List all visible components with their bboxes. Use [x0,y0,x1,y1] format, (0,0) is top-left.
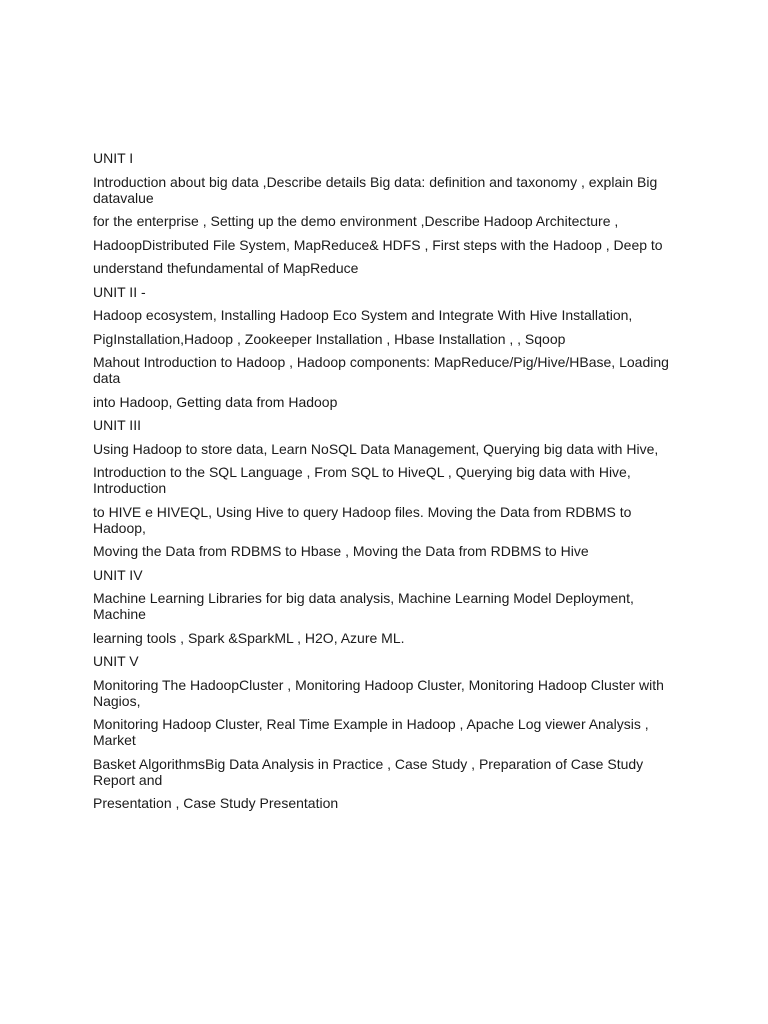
text-line: PigInstallation,Hadoop , Zookeeper Installation , Hbase Installation , , Sqoop [93,330,566,347]
text-line: into Hadoop, Getting data from Hadoop [93,393,338,410]
unit-1-heading: UNIT I [93,150,134,166]
text-line: Monitoring The HadoopCluster , Monitoring Hadoop Cluster, Monitoring Hadoop Cluster with Nagios, [93,676,664,709]
text-line: understand thefundamental of MapReduce [93,260,359,276]
text-line: HadoopDistributed File System, MapReduce& HDFS , First steps with the Hadoop , Deep to [93,236,663,253]
text-line: to HIVE e HIVEQL, Using Hive to query Hadoop files. Moving the Data from RDBMS to Hadoop, [93,503,632,536]
text-line: Moving the Data from RDBMS to Hbase , Moving the Data from RDBMS to Hive [93,543,589,559]
text-line: Monitoring Hadoop Cluster, Real Time Example in Hadoop , Apache Log viewer Analysis , Market [93,716,649,748]
text-line: Basket AlgorithmsBig Data Analysis in Practice , Case Study , Preparation of Case Study Report and [93,755,644,788]
text-line: learning tools , Spark &SparkML , H2O, Azure ML. [93,629,405,646]
text-line: Presentation , Case Study Presentation [93,795,339,811]
text-line: for the enterprise , Setting up the demo environment ,Describe Hadoop Architecture , [93,213,619,229]
unit-3-heading: UNIT III [93,417,141,433]
unit-5-heading: UNIT V [93,653,139,669]
unit-2-heading: UNIT II - [93,283,146,300]
text-line: Mahout Introduction to Hadoop , Hadoop components: MapReduce/Pig/Hive/HBase, Loading data [93,354,669,386]
syllabus-text [93,150,678,819]
unit-4-heading: UNIT IV [93,566,143,583]
text-line: Introduction to the SQL Language , From SQL to HiveQL , Querying big data with Hive, Introduction [93,464,631,496]
text-line: Hadoop ecosystem, Installing Hadoop Eco System and Integrate With Hive Installation, [93,307,633,323]
text-line: Introduction about big data ,Describe details Big data: definition and taxonomy , explain Big datavalue [93,173,658,206]
text-line: Machine Learning Libraries for big data analysis, Machine Learning Model Deployment, Machine [93,590,634,622]
text-line: Using Hadoop to store data, Learn NoSQL Data Management, Querying big data with Hive, [93,440,659,457]
